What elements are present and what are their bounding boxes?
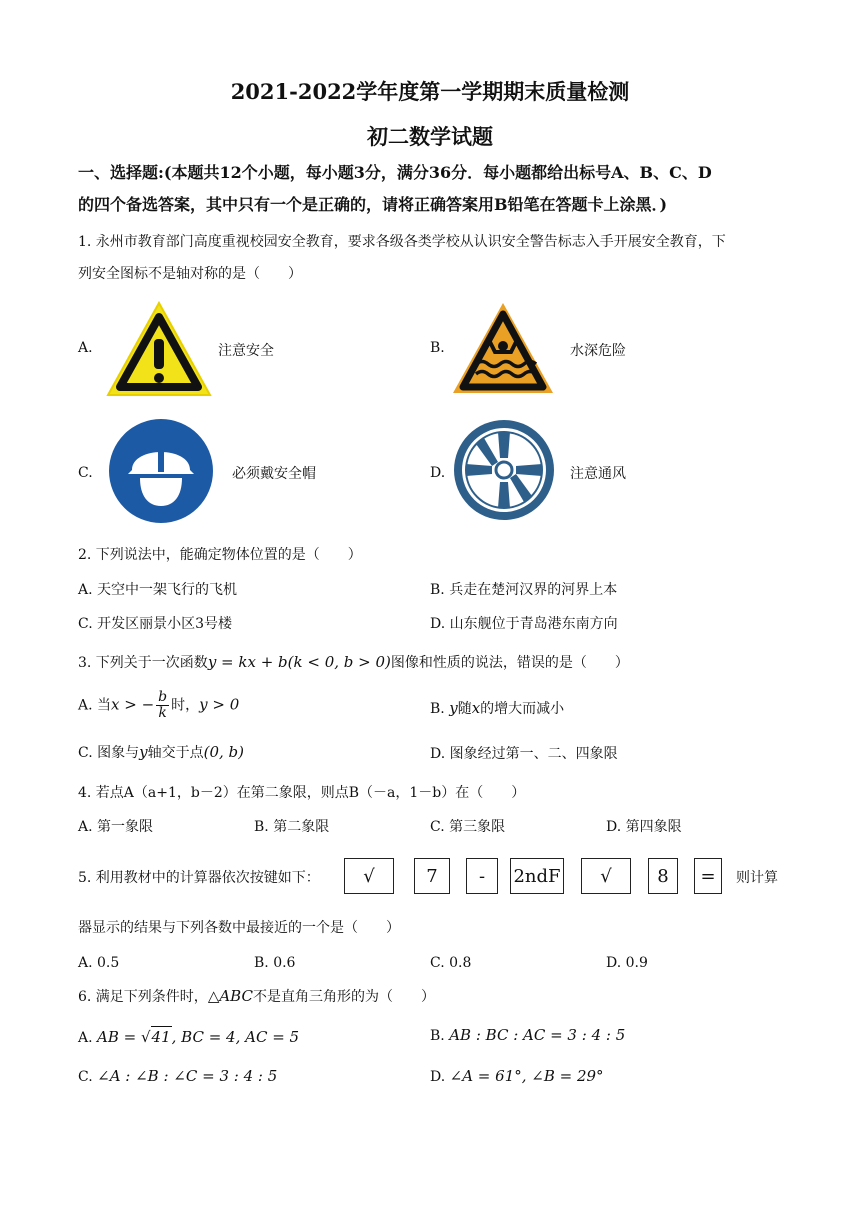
q6-b-pre: B. (430, 1028, 445, 1044)
calc-key-7: 7 (414, 858, 450, 894)
ventilation-fan-icon (452, 418, 556, 522)
q3-a-mid: 时， (171, 697, 200, 714)
q3-a-math2: y > 0 (199, 695, 240, 714)
q6-a-sqrt-sign: √ (140, 1028, 151, 1046)
page-subtitle: 初二数学试题 (367, 124, 493, 149)
q2-option-b: B. 兵走在楚河汉界的河界上本 (430, 582, 618, 598)
q1-option-b-letter: B. (430, 340, 445, 356)
q1-option-c-letter: C. (78, 465, 93, 481)
q1-option-a-text: 注意安全 (218, 343, 274, 359)
q3-option-d: D. 图象经过第一、二、四象限 (430, 746, 618, 762)
q3-a-denominator: k (158, 705, 167, 721)
q6-c-pre: C. (78, 1069, 93, 1085)
q2-stem: 2. 下列说法中，能确定物体位置的是（ ） (78, 547, 362, 563)
q1-stem-line1: 1. 永州市教育部门高度重视校园安全教育，要求各级各类学校从认识安全警告标志入手开展安全教育，下 (78, 234, 726, 250)
deep-water-warning-icon (450, 300, 556, 396)
q4-option-d: D. 第四象限 (606, 819, 682, 835)
q5-option-a: A. 0.5 (78, 955, 120, 971)
q4-stem: 4. 若点A（a+1，b－2）在第二象限，则点B（－a，1－b）在（ ） (78, 785, 526, 801)
q6-option-b (430, 1025, 625, 1046)
q6-a-radicand: 41 (151, 1028, 171, 1046)
q6-d-math: ∠A = 61°, ∠B = 29° (449, 1067, 604, 1085)
q6-b-math: AB : BC : AC = 3 : 4 : 5 (449, 1026, 626, 1044)
q6-c-math: ∠A : ∠B : ∠C = 3 : 4 : 5 (97, 1067, 278, 1085)
q6-option-a (78, 1026, 299, 1048)
q2-option-a: A. 天空中一架飞行的飞机 (78, 582, 238, 598)
q3-b-mid: 随 (457, 701, 472, 717)
calc-key-8: 8 (648, 858, 678, 894)
q3-stem-math: y = kx + b(k < 0, b > 0) (207, 653, 391, 671)
q6-stem-pre: 6. 满足下列条件时， (78, 989, 208, 1005)
section-instructions-line2: 的四个备选答案，其中只有一个是正确的，请将正确答案用B铅笔在答题卡上涂黑．) (78, 195, 668, 214)
q3-c-y: y (139, 743, 148, 761)
q3-stem-post: 图像和性质的说法，错误的是（ ） (390, 655, 629, 671)
calc-key-equals: = (694, 858, 722, 894)
q4-option-a: A. 第一象限 (78, 819, 154, 835)
q1-option-b-text: 水深危险 (570, 343, 626, 359)
q1-option-a-letter: A. (78, 340, 93, 356)
q6-a-math1: AB = (97, 1028, 141, 1046)
warning-triangle-icon (104, 299, 214, 399)
q3-b-pre: B. (430, 701, 445, 717)
q1-option-c-text: 必须戴安全帽 (232, 466, 316, 482)
calc-key-2ndf: 2ndF (510, 858, 564, 894)
q3-option-c (78, 742, 244, 763)
q3-a-pre: A. 当 (78, 697, 112, 714)
q5-stem-pre: 5. 利用教材中的计算器依次按键如下： (78, 870, 320, 886)
section-instructions-line1: 一、选择题:(本题共12个小题，每小题3分，满分36分．每小题都给出标号A、B、C、D (78, 163, 712, 182)
q6-stem-post: 不是直角三角形的为（ ） (252, 989, 435, 1005)
q3-b-y: y (449, 699, 458, 717)
q5-option-b: B. 0.6 (254, 955, 296, 971)
q3-a-numerator: b (158, 689, 168, 705)
q4-option-b: B. 第二象限 (254, 819, 330, 835)
q3-b-x: x (471, 699, 481, 717)
q3-stem-pre: 3. 下列关于一次函数 (78, 655, 208, 671)
q3-c-pre: C. 图象与 (78, 745, 140, 761)
q5-stem-line2: 器显示的结果与下列各数中最接近的一个是（ ） (78, 920, 400, 936)
calc-key-sqrt-2: √ (581, 858, 631, 894)
q3-c-mid: 轴交于点 (147, 745, 204, 761)
q5-stem-post: 则计算 (736, 870, 778, 886)
q3-a-fraction (156, 690, 169, 721)
q3-option-b (430, 698, 564, 719)
q6-option-c (78, 1066, 277, 1087)
q3-option-a (78, 690, 239, 721)
page-title: 2021-2022学年度第一学期期末质量检测 (230, 79, 630, 104)
calc-key-minus: - (466, 858, 498, 894)
q6-d-pre: D. (430, 1069, 446, 1085)
q2-option-d: D. 山东舰位于青岛港东南方向 (430, 616, 618, 632)
q1-stem-line2: 列安全图标不是轴对称的是（ ） (78, 266, 302, 282)
q3-b-post: 的增大而减小 (480, 701, 565, 717)
q3-a-math1: x > − (111, 695, 155, 714)
q2-option-c: C. 开发区丽景小区3号楼 (78, 616, 233, 632)
q6-option-d (430, 1066, 604, 1087)
q1-option-d-letter: D. (430, 465, 446, 481)
q1-option-d-text: 注意通风 (570, 466, 626, 482)
q6-a-pre: A. (78, 1030, 93, 1046)
q4-option-c: C. 第三象限 (430, 819, 506, 835)
q5-option-d: D. 0.9 (606, 955, 648, 971)
q6-triangle: △ABC (207, 987, 253, 1005)
q5-option-c: C. 0.8 (430, 955, 472, 971)
q6-a-math2: , BC = 4, AC = 5 (171, 1028, 300, 1046)
q6-stem (78, 986, 435, 1007)
helmet-required-icon (108, 418, 214, 524)
calc-key-sqrt-1: √ (344, 858, 394, 894)
q3-stem (78, 652, 629, 673)
q3-c-point: (0, b) (203, 743, 244, 761)
